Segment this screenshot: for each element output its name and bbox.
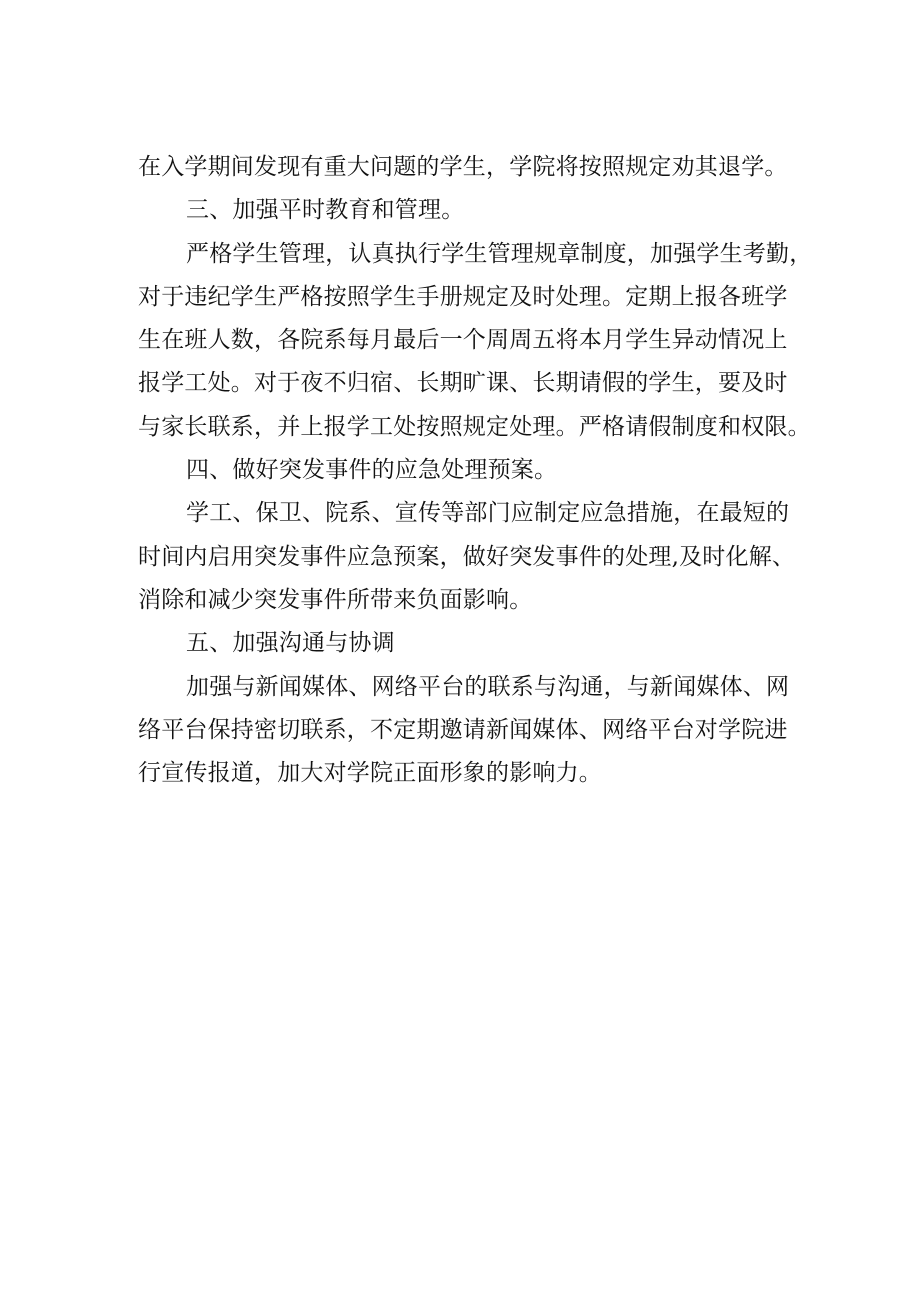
- document-body: [138, 146, 813, 795]
- text-line: 加强与新闻媒体、网络平台的联系与沟通，与新闻媒体、网: [186, 673, 790, 700]
- section-heading-3: 三、加强平时教育和管理。: [186, 197, 465, 224]
- text-line: 学工、保卫、院系、宣传等部门应制定应急措施，在最短的: [186, 500, 790, 527]
- text-line: 生在班人数，各院系每月最后一个周周五将本月学生异动情况上: [138, 327, 788, 354]
- section-heading-4: 四、做好突发事件的应急处理预案。: [186, 457, 558, 484]
- section-heading-5: 五、加强沟通与协调: [186, 630, 395, 657]
- text-line: 行宣传报道，加大对学院正面形象的影响力。: [138, 760, 602, 787]
- text-line: 报学工处。对于夜不归宿、长期旷课、长期请假的学生，要及时: [138, 370, 788, 397]
- text-line: 对于违纪学生严格按照学生手册规定及时处理。定期上报各班学: [138, 283, 788, 310]
- text-line: 在入学期间发现有重大问题的学生，学院将按照规定劝其退学。: [138, 154, 788, 180]
- text-line: 络平台保持密切联系，不定期邀请新闻媒体、网络平台对学院进: [138, 716, 788, 743]
- text-line: 严格学生管理，认真执行学生管理规章制度，加强学生考勤，: [186, 240, 813, 267]
- text-line: 与家长联系，并上报学工处按照规定处理。严格请假制度和权限。: [138, 413, 811, 440]
- text-line: 时间内启用突发事件应急预案，做好突发事件的处理,及时化解、: [138, 543, 796, 570]
- text-line: 消除和减少突发事件所带来负面影响。: [138, 586, 533, 613]
